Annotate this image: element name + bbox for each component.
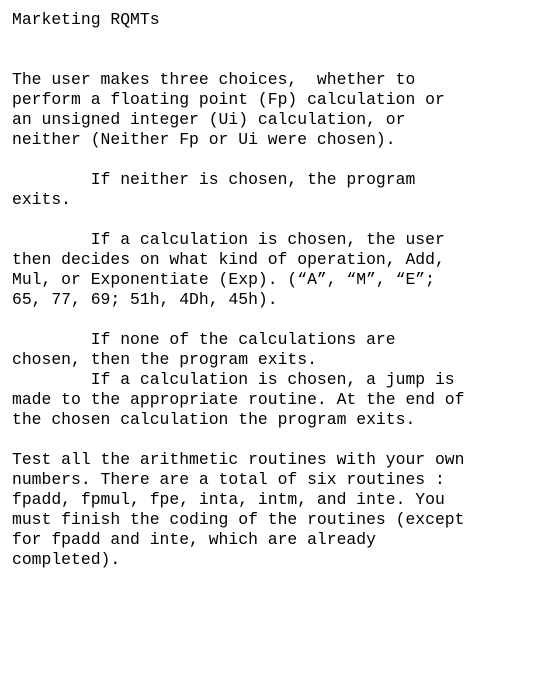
paragraph-4-line: If none of the calculations are xyxy=(12,330,396,349)
paragraph-5-line: Test all the arithmetic routines with your own xyxy=(12,450,465,469)
paragraph-2-line: exits. xyxy=(12,190,72,209)
paragraph-4-line: chosen, then the program exits. xyxy=(12,350,317,369)
paragraph-5-line: fpadd, fpmul, fpe, inta, intm, and inte. You xyxy=(12,490,445,509)
paragraph-4-line: the chosen calculation the program exits. xyxy=(12,410,416,429)
paragraph-3-line: If a calculation is chosen, the user xyxy=(12,230,445,249)
blank-line xyxy=(12,210,527,230)
paragraph-4-line: made to the appropriate routine. At the end of xyxy=(12,390,465,409)
blank-line xyxy=(12,310,527,330)
paragraph-1-line: neither (Neither Fp or Ui were chosen). xyxy=(12,130,396,149)
paragraph-3-line: then decides on what kind of operation, Add, xyxy=(12,250,445,269)
blank-line xyxy=(12,30,527,50)
document-title: Marketing RQMTs xyxy=(12,10,160,29)
paragraph-5-line: numbers. There are a total of six routines : xyxy=(12,470,445,489)
paragraph-5-line: for fpadd and inte, which are already xyxy=(12,530,376,549)
paragraph-1-line: The user makes three choices, whether to xyxy=(12,70,416,89)
paragraph-3-line: 65, 77, 69; 51h, 4Dh, 45h). xyxy=(12,290,278,309)
blank-line xyxy=(12,150,527,170)
paragraph-5-line: must finish the coding of the routines (except xyxy=(12,510,465,529)
paragraph-5-line: completed). xyxy=(12,550,121,569)
paragraph-4-line: If a calculation is chosen, a jump is xyxy=(12,370,455,389)
paragraph-1-line: an unsigned integer (Ui) calculation, or xyxy=(12,110,406,129)
blank-line xyxy=(12,50,527,70)
paragraph-1-line: perform a floating point (Fp) calculation or xyxy=(12,90,445,109)
paragraph-2-line: If neither is chosen, the program xyxy=(12,170,416,189)
paragraph-3-line: Mul, or Exponentiate (Exp). (“A”, “M”, “E”; xyxy=(12,270,435,289)
document-body xyxy=(12,10,527,570)
blank-line xyxy=(12,430,527,450)
